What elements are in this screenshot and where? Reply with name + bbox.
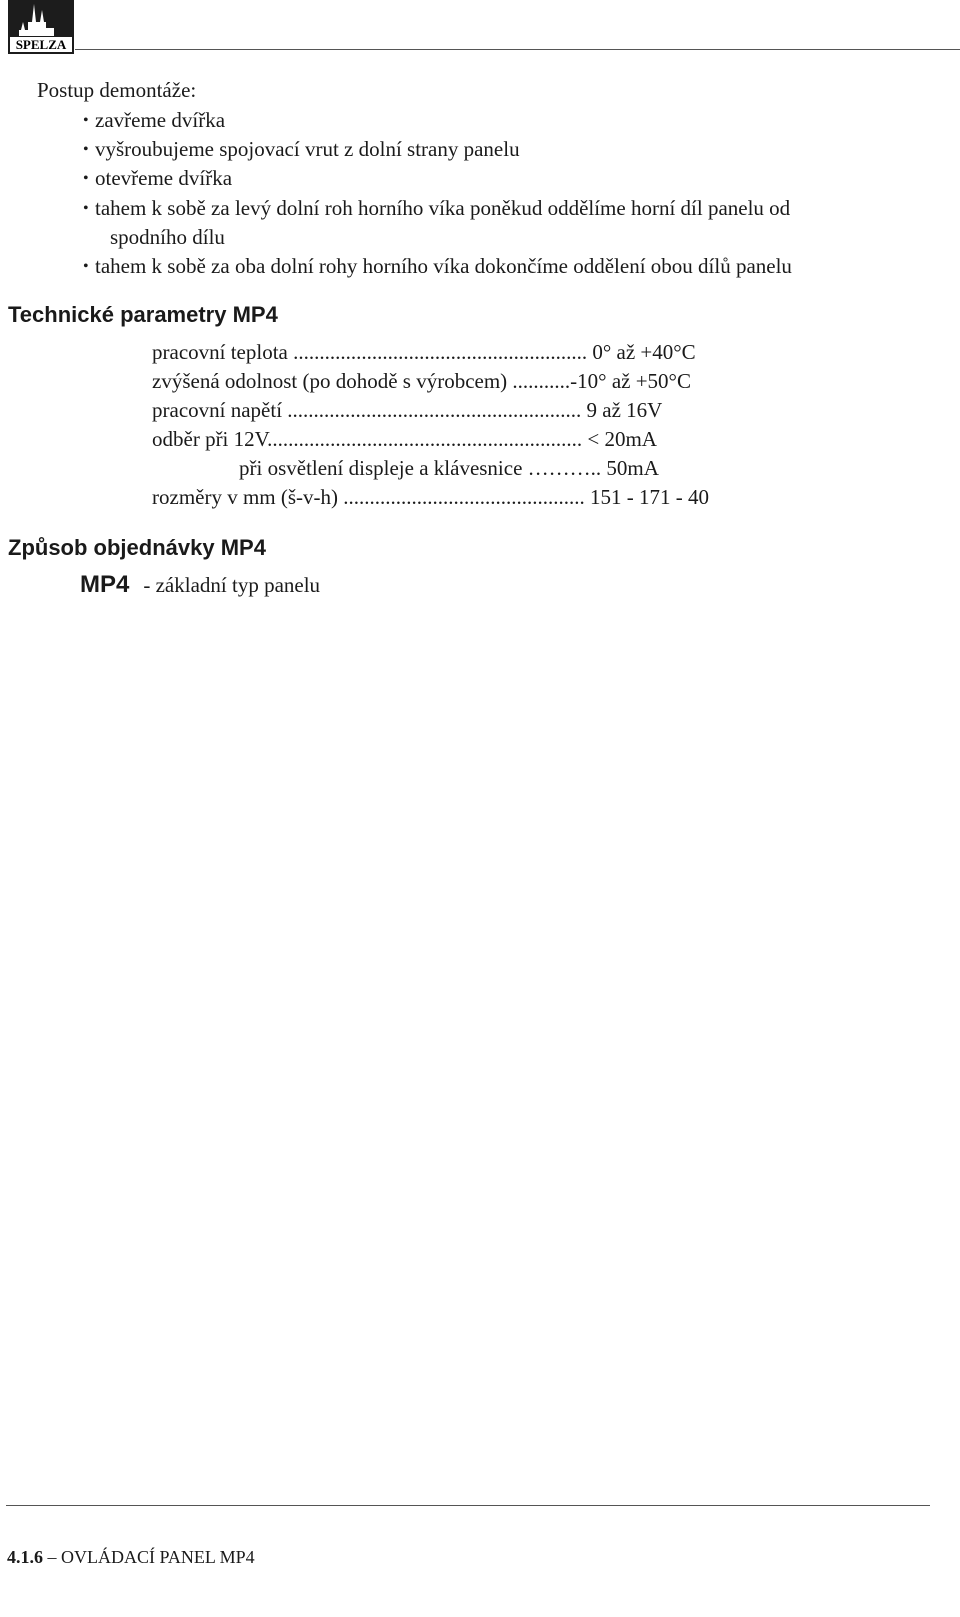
spelza-logo (8, 0, 74, 54)
bullet-icon: • (83, 199, 89, 217)
order-line (80, 571, 320, 599)
footer (7, 1546, 255, 1568)
technical-parameters (152, 338, 709, 512)
step-text: tahem k sobě za oba dolní rohy horního víka dokončíme oddělení obou dílů panelu (95, 254, 792, 279)
order-title: Způsob objednávky MP4 (8, 535, 266, 560)
list-item (80, 106, 950, 135)
step-text: tahem k sobě za levý dolní roh horního víka poněkud oddělíme horní díl panelu od (95, 195, 791, 220)
param-row: rozměry v mm (š-v-h) .............................................. 151 - 171 - 40 (152, 485, 710, 509)
bullet-icon: • (83, 112, 89, 129)
header-rule (75, 49, 960, 50)
order-description: - základní typ panelu (143, 573, 321, 597)
param-row: při osvětlení displeje a klávesnice ……….. 50mA (239, 456, 659, 480)
footer-rule (6, 1505, 930, 1506)
bullet-icon: • (83, 258, 89, 276)
param-row: pracovní napětí ........................................................ 9 až 16V (152, 398, 663, 422)
section-title: – OVLÁDACÍ PANEL MP4 (47, 1547, 255, 1567)
list-item (80, 135, 950, 164)
disassembly-steps (80, 106, 950, 281)
list-item (80, 252, 950, 281)
order-code: MP4 (80, 571, 130, 598)
param-row: odběr při 12V............................................................ < 20mA (152, 427, 657, 451)
step-continuation: spodního dílu (110, 224, 225, 249)
disassembly-title: Postup demontáže: (37, 78, 197, 102)
technical-title: Technické parametry MP4 (8, 302, 278, 327)
bullet-icon: • (83, 170, 89, 188)
list-item (80, 194, 950, 252)
param-row: zvýšená odolnost (po dohodě s výrobcem) ...........-10° až +50°C (152, 369, 691, 393)
step-text: zavřeme dvířka (95, 108, 226, 132)
bullet-icon: • (83, 141, 89, 159)
param-row: pracovní teplota ........................................................ 0° až +40°C (152, 340, 696, 364)
step-text: vyšroubujeme spojovací vrut z dolní strany panelu (95, 137, 520, 162)
logo-text: SPELZA (15, 37, 67, 52)
section-number: 4.1.6 (7, 1547, 43, 1567)
step-text: otevřeme dvířka (95, 166, 233, 191)
list-item (80, 164, 950, 193)
